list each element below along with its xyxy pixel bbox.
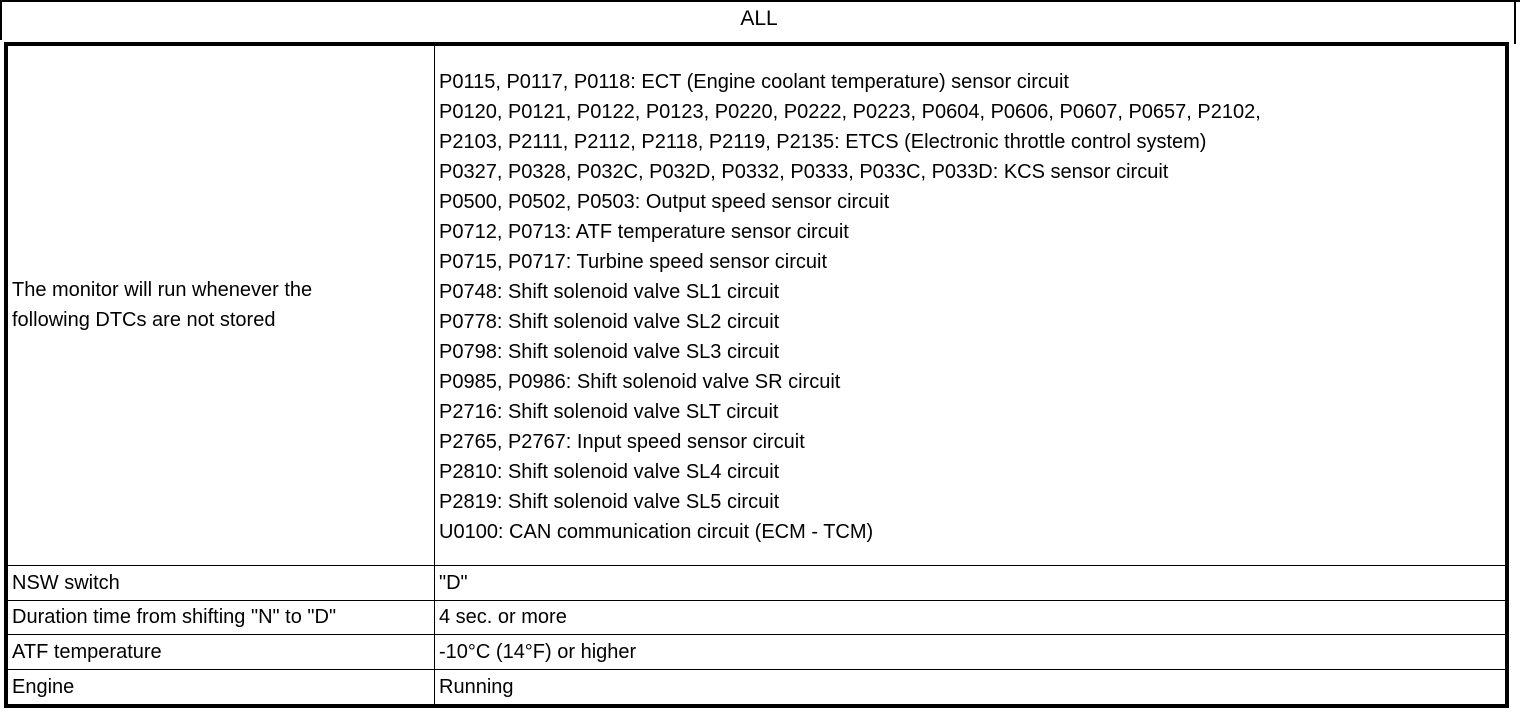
atf-temperature-value-cell: -10°C (14°F) or higher xyxy=(435,635,1508,670)
dtc-list-item: P2819: Shift solenoid valve SL5 circuit xyxy=(439,491,780,514)
dtc-list-item: P2765, P2767: Input speed sensor circuit xyxy=(439,431,805,454)
table-row-dtc-conditions xyxy=(6,44,1507,565)
dtc-list-item: U0100: CAN communication circuit (ECM - TCM) xyxy=(439,521,874,544)
dtc-list-item: P0120, P0121, P0122, P0123, P0220, P0222, P0223, P0604, P0606, P0607, P0657, P2102, xyxy=(439,101,1261,124)
dtc-list-item: P0500, P0502, P0503: Output speed sensor circuit xyxy=(439,191,890,214)
dtc-list-item: P2810: Shift solenoid valve SL4 circuit xyxy=(439,461,780,484)
dtc-list-item: P0712, P0713: ATF temperature sensor circuit xyxy=(439,221,849,244)
duration-time-label-cell: Duration time from shifting "N" to "D" xyxy=(6,600,435,635)
table-row-engine xyxy=(6,670,1507,706)
table-header-title: ALL xyxy=(740,7,778,30)
dtc-list-item: P0115, P0117, P0118: ECT (Engine coolant temperature) sensor circuit xyxy=(439,71,1069,94)
dtc-list-cell xyxy=(435,44,1508,565)
engine-value-cell: Running xyxy=(435,670,1508,706)
dtc-conditions-label-line: following DTCs are not stored xyxy=(12,309,276,332)
dtc-list-item: P0985, P0986: Shift solenoid valve SR circuit xyxy=(439,371,841,394)
table-row-nsw-switch xyxy=(6,565,1507,600)
dtc-list-item: P0798: Shift solenoid valve SL3 circuit xyxy=(439,341,780,364)
atf-temperature-label-cell: ATF temperature xyxy=(6,635,435,670)
dtc-list-item: P2103, P2111, P2112, P2118, P2119, P2135: ETCS (Electronic throttle control system) xyxy=(439,131,1207,154)
nsw-switch-value-cell: "D" xyxy=(435,565,1508,600)
nsw-switch-label-cell: NSW switch xyxy=(6,565,435,600)
engine-label-cell: Engine xyxy=(6,670,435,706)
duration-time-value-cell: 4 sec. or more xyxy=(435,600,1508,635)
dtc-conditions-label-line: The monitor will run whenever the xyxy=(12,279,313,302)
dtc-list-item: P0327, P0328, P032C, P032D, P0332, P0333, P033C, P033D: KCS sensor circuit xyxy=(439,161,1169,184)
dtc-list-item: P2716: Shift solenoid valve SLT circuit xyxy=(439,401,779,424)
dtc-list-item: P0748: Shift solenoid valve SL1 circuit xyxy=(439,281,780,304)
left-border-rule xyxy=(0,0,2,40)
table-row-duration-time xyxy=(6,600,1507,635)
dtc-conditions-label-cell xyxy=(6,44,435,565)
right-border-rule xyxy=(1514,0,1516,44)
dtc-list-item: P0715, P0717: Turbine speed sensor circuit xyxy=(439,251,828,274)
dtc-list-item: P0778: Shift solenoid valve SL2 circuit xyxy=(439,311,780,334)
table-row-atf-temperature xyxy=(6,635,1507,670)
monitor-conditions-table xyxy=(4,42,1509,708)
